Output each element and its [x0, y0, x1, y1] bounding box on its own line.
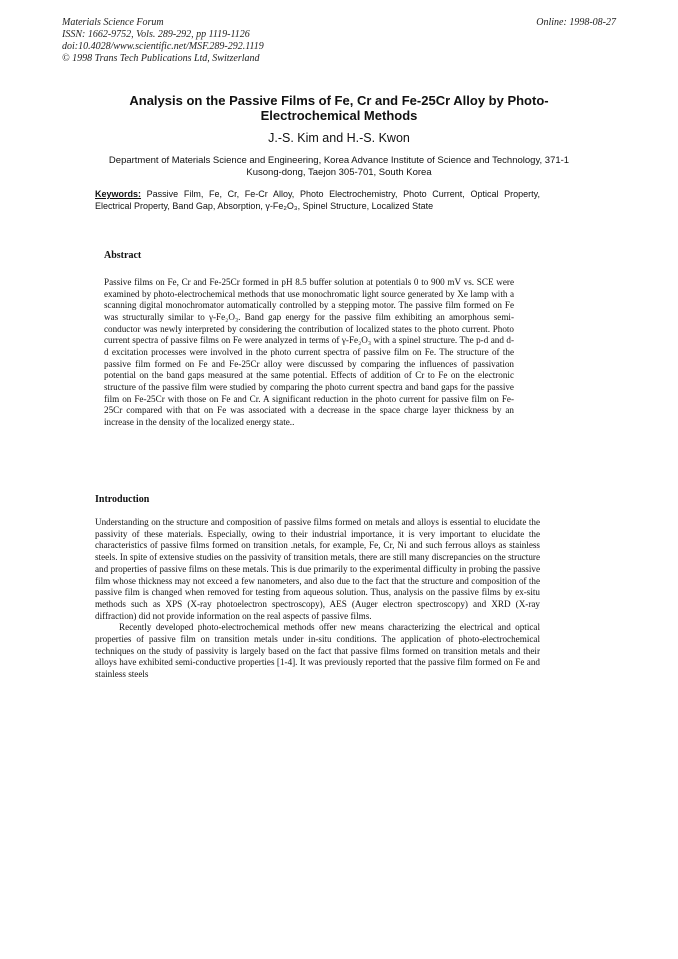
- copyright-line: © 1998 Trans Tech Publications Ltd, Switzerland: [62, 53, 260, 64]
- abstract-text: Passive films on Fe, Cr and Fe-25Cr formed in pH 8.5 buffer solution at potentials 0 to 900 mV vs. SCE were examined by photo-electrochemical methods that use monochromatic light source generated by Xe lamp with a scanning digital monochromator automatically controlled by a stepping motor. The passive film formed on Fe was structurally similar to γ-Fe₂O₃. Band gap energy for the passive film exhibiting an amorphous semi-conductor was newly interpreted by considering the contribution of localized states to the photo current. Photo current spectra of passive films on Fe were analyzed in terms of γ-Fe₂O₃ with a spinel structure. The p-d and d-d excitation processes were involved in the photo current spectra of passive film on Fe. The structure of the passive film formed on Fe and Fe-25Cr alloy were discussed by comparing the influences of passivation potential on the band gaps measured at the same potential. Effects of addition of Cr to Fe on the electronic structure of the passive film were studied by comparing the photo current spectra and band gaps for the passive film on Fe-25Cr with those on Fe and Cr. A significant reduction in the photo current for passive film on Fe-25Cr compared with that on Fe was associated with a decrease in the space charge layer thickness by an increase in the density of the localized energy state..: [104, 277, 514, 427]
- introduction-body: [95, 517, 540, 681]
- introduction-paragraph-1: Understanding on the structure and composition of passive films formed on metals and alloys is essential to elucidate the passivity of these materials. Especially, owing to their industrial importance, it is very important to elucidate the characteristics of passive films formed on transition .netals, for example, Fe, Cr, Ni and such ferrous alloys as stainless steels. In spite of extensive studies on the passivity of transition metals, there are still many discrepancies on the structure and properties of passive films on these metals. This is due primarily to the experimental difficulty in probing the passive film whose thickness may not exceed a few nanometers, and also due to the fact that the structure and composition of the passive film is changed when removed for testing from aqueous solution. Thus, analysis on the passive films by ex-situ methods such as XPS (X-ray photoelectron spectroscopy), AES (Auger electron spectroscopy) and XRD (X-ray diffraction) did not provide information on the real aspects of passive films.: [95, 517, 540, 621]
- issn-line: ISSN: 1662-9752, Vols. 289-292, pp 1119-1126: [62, 29, 250, 40]
- introduction-heading: Introduction: [95, 494, 150, 505]
- doi-line[interactable]: doi:10.4028/www.scientific.net/MSF.289-292.1119: [62, 41, 264, 52]
- author-affiliation: Department of Materials Science and Engineering, Korea Advance Institute of Science and Technology, 371-1 Kusong-dong, Taejon 305-701, South Korea: [108, 155, 570, 178]
- keywords-list: Passive Film, Fe, Cr, Fe-Cr Alloy, Photo Electrochemistry, Photo Current, Optical Property, Electrical Property, Band Gap, Absorption, γ-Fe₂O₃, Spinel Structure, Localized State: [95, 189, 540, 211]
- keywords-label: Keywords:: [95, 189, 142, 199]
- journal-name: Materials Science Forum: [62, 17, 164, 28]
- keywords-block: [95, 189, 540, 212]
- paper-title: Analysis on the Passive Films of Fe, Cr and Fe-25Cr Alloy by Photo-Electrochemical Methods: [129, 93, 549, 123]
- introduction-paragraph-2: Recently developed photo-electrochemical methods offer new means characterizing the electrical and optical properties of passive film on transition metals under in-situ conditions. The application of photo-electrochemical techniques on the study of passivity is largely based on the fact that passive films formed on transition metals and their alloys have exhibited semi-conductive properties [1-4]. It was previously reported that the passive film formed on Fe and stainless steels: [95, 622, 540, 680]
- paper-authors: J.-S. Kim and H.-S. Kwon: [268, 131, 410, 145]
- abstract-heading: Abstract: [104, 250, 142, 261]
- journal-header: [62, 17, 362, 65]
- online-date: Online: 1998-08-27: [536, 17, 616, 28]
